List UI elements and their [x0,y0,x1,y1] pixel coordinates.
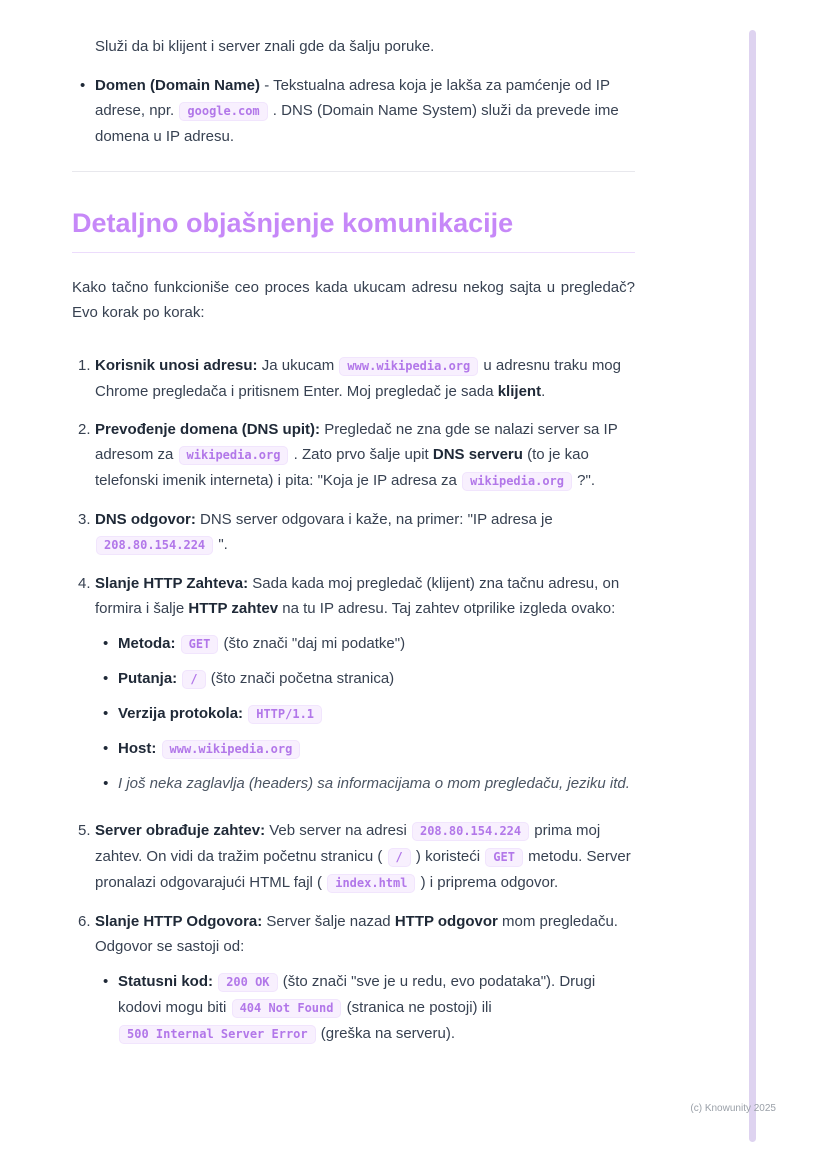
list-item-text [118,736,635,762]
list-item [72,507,635,558]
list-number: 5. [78,822,91,839]
bullet-icon: • [103,635,109,652]
inline-code: 200 OK [218,973,277,992]
bold-text: Korisnik unosi adresu: [95,357,258,374]
inline-code: GET [181,635,219,654]
bold-text: Slanje HTTP Odgovora: [95,913,263,930]
list-item [72,73,635,149]
inline-code: 404 Not Found [232,999,342,1018]
inline-code: wikipedia.org [462,472,572,491]
italic-text: I još neka zaglavlja (headers) sa informacijama o mom pregledaču, jeziku itd. [118,775,630,792]
bullet-icon: • [103,740,109,757]
list-item [100,771,635,796]
list-item [72,571,635,805]
footer-copyright: (c) Knowunity 2025 [690,1103,776,1114]
divider [72,171,635,172]
paragraph-continuation: Služi da bi klijent i server znali gde da šalju poruke. [95,38,435,55]
list-item [100,631,635,657]
bold-text: Statusni kod: [118,973,214,990]
list-item [100,969,635,1047]
bold-text: Putanja: [118,670,178,687]
list-number: 4. [78,575,91,592]
bold-text: DNS odgovor: [95,511,196,528]
bullet-icon: • [80,77,86,94]
inline-code: GET [485,848,523,867]
step-text: Korisnik unosi adresu: Ja ukucam www.wikipedia.org u adresnu traku mog Chrome pregledača i pritisnem Enter. Moj pregledač je sada klijent. [95,357,621,400]
bold-text: DNS serveru [432,446,523,463]
section-intro-paragraph: Kako tačno funkcioniše ceo proces kada ukucam adresu nekog sajta u pregledač? Evo korak po korak: [72,279,635,321]
inline-code: / [388,848,411,867]
list-item-text [118,771,635,796]
step-body [95,353,635,404]
bold-text: Prevođenje domena (DNS upit): [95,421,321,438]
inline-code: 500 Internal Server Error [119,1025,316,1044]
bold-text: Host: [118,740,157,757]
list-item [72,417,635,494]
inline-code: www.wikipedia.org [339,357,478,376]
step-text: Slanje HTTP Odgovora: Server šalje nazad HTTP odgovor mom pregledaču. Odgovor se sastoji od: [95,913,618,955]
bullet-icon: • [103,670,109,687]
list-item [72,909,635,1056]
list-item-text: Statusni kod: 200 OK (što znači "sve je u redu, evo podataka"). Drugi kodovi mogu biti 404 Not Found (stranica ne postoji) ili 500 Internal Server Error (greška na serveru). [118,973,596,1042]
sub-bullet-list [100,631,635,796]
bold-text: klijent [497,383,542,400]
bold-text: HTTP odgovor [394,913,498,930]
inline-code: google.com [179,102,267,121]
step-text: Slanje HTTP Zahteva: Sada kada moj pregledač (klijent) zna tačnu adresu, on formira i šalje HTTP zahtev na tu IP adresu. Taj zahtev otprilike izgleda ovako: [95,575,620,617]
inline-code: HTTP/1.1 [248,705,322,724]
step-body [95,909,635,1056]
list-item-text: Domen (Domain Name) - Tekstualna adresa koja je lakša za pamćenje od IP adrese, npr. google.com . DNS (Domain Name System) služi da prevede ime domena u IP adresu. [95,77,619,145]
list-item [100,666,635,692]
step-body [95,507,635,558]
list-item [100,701,635,727]
step-body [95,818,635,896]
list-item-text [118,701,635,727]
bold-text: Verzija protokola: [118,705,244,722]
inline-code: 208.80.154.224 [412,822,529,841]
inline-code: index.html [327,874,415,893]
inline-code: / [182,670,205,689]
bullet-icon: • [103,775,109,792]
list-number: 3. [78,511,91,528]
list-item [72,353,635,404]
bullet-list [72,73,635,149]
step-body [95,571,635,805]
scrollbar-thumb[interactable] [749,30,756,1142]
bold-text: Domen (Domain Name) [95,77,261,94]
step-text: DNS odgovor: DNS server odgovara i kaže, na primer: "IP adresa je 208.80.154.224 ". [95,511,553,553]
list-item [100,736,635,762]
document-content [72,34,635,1069]
list-number: 2. [78,421,91,438]
inline-code: www.wikipedia.org [162,740,301,759]
section-heading: Detaljno objašnjenje komunikacije [72,205,635,253]
list-item [72,818,635,896]
bold-text: Metoda: [118,635,176,652]
list-item-text: Metoda: GET (što znači "daj mi podatke") [118,635,406,652]
inline-code: 208.80.154.224 [96,536,213,555]
steps-list [72,353,635,1056]
list-number: 1. [78,357,91,374]
step-text: Server obrađuje zahtev: Veb server na adresi 208.80.154.224 prima moj zahtev. On vidi da tražim početnu stranicu ( / ) koristeći GET metodu. Server pronalazi odgovarajući HTML fajl ( index.html ) i priprema odgovor. [95,822,631,891]
step-text: Prevođenje domena (DNS upit): Pregledač ne zna gde se nalazi server sa IP adresom za wikipedia.org . Zato prvo šalje upit DNS serveru (to je kao telefonski imenik interneta) i pita: "Koja je IP adresa za wikipedia.org ?". [95,421,618,489]
bold-text: Server obrađuje zahtev: [95,822,266,839]
step-body [95,417,635,494]
bold-text: Slanje HTTP Zahteva: [95,575,249,592]
bullet-icon: • [103,973,109,990]
sub-bullet-list [100,969,635,1047]
inline-code: wikipedia.org [179,446,289,465]
bullet-icon: • [103,705,109,722]
bold-text: HTTP zahtev [188,600,279,617]
list-number: 6. [78,913,91,930]
list-item-text: Putanja: / (što znači početna stranica) [118,670,395,687]
